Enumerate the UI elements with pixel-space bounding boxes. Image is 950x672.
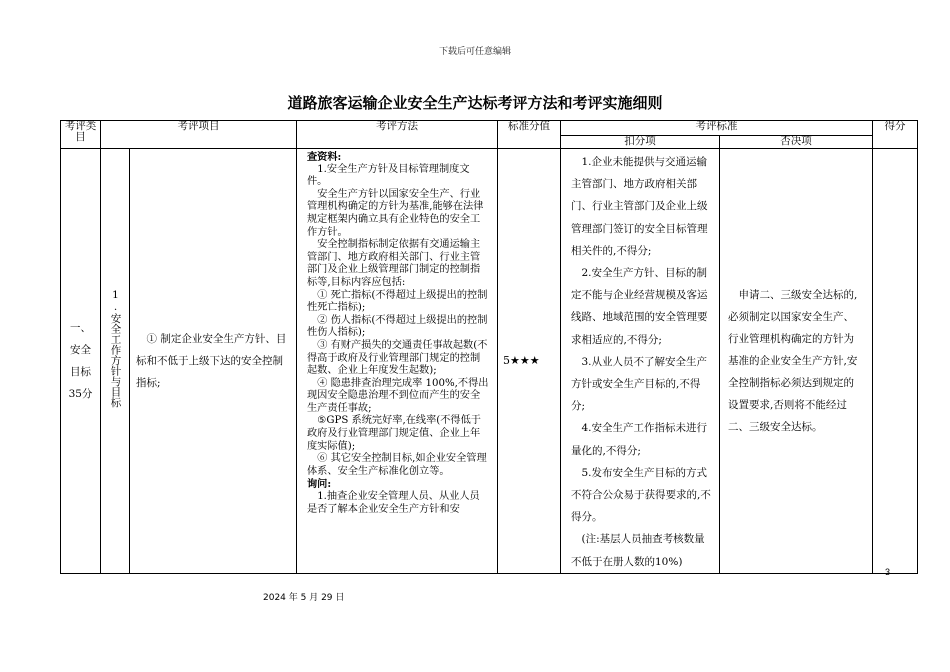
header-points: 得分 bbox=[873, 121, 918, 149]
method-paragraph: 安全生产方针以国家安全生产、行业管理机构确定的方针为基准,能够在法律规定框架内确立具有企业特色的安全工作方针。 bbox=[307, 188, 484, 238]
document-title: 道路旅客运输企业安全生产达标考评方法和考评实施细则 bbox=[287, 94, 663, 112]
sub-item-cell bbox=[101, 149, 130, 574]
score-value: 5★★★ bbox=[503, 354, 540, 368]
veto-text: 申请二、三级安全达标的,必须制定以国家安全生产、行业管理机构确定的方针为基准的企业安全生产方针,安全控制指标必须达到规定的设置要求,否则将不能经过二、三级安全达标。 bbox=[728, 288, 858, 433]
deduct-item: 3.从业人员不了解安全生产方针或安全生产目标的,不得分; bbox=[571, 355, 708, 413]
method-cell bbox=[297, 149, 498, 574]
veto-cell bbox=[720, 149, 873, 574]
footer-date: 2024 年 5 月 29 日 bbox=[263, 593, 345, 603]
points-cell bbox=[873, 149, 918, 574]
evaluation-table bbox=[60, 120, 918, 574]
method-list-item: ① 死亡指标(不得超过上级提出的控制性死亡指标); bbox=[307, 289, 488, 314]
method-list-item: ④ 隐患排查治理完成率 100%,不得出现因安全隐患治理不到位而产生的安全生产责任事故; bbox=[307, 377, 489, 414]
category-text: 一、安全目标35分 bbox=[68, 321, 93, 400]
header-deduct: 扣分项 bbox=[561, 136, 720, 149]
method-list-item: ③ 有财产损失的交通责任事故起数(不得高于政府及行业管理部门规定的控制起数、企业上年度发生起数); bbox=[307, 339, 488, 377]
header-category: 考评类目 bbox=[61, 121, 101, 149]
method-list-item: ⑥ 其它安全控制目标,如企业安全管理体系、安全生产标准化创立等。 bbox=[307, 453, 487, 477]
deduct-item: 1.企业未能提供与交通运输主管部门、地方政府相关部门、行业主管部门及企业上级管理部门签订的安全目标管理相关件的,不得分; bbox=[571, 156, 708, 257]
header-score: 标准分值 bbox=[498, 121, 561, 149]
sub-item-text: 1.安全工作方针与目标 bbox=[109, 289, 122, 408]
category-cell bbox=[61, 149, 101, 574]
header-standard: 考评标准 bbox=[561, 121, 873, 136]
item-cell bbox=[130, 149, 297, 574]
score-cell bbox=[498, 149, 561, 574]
deduct-note: (注:基层人员抽查考核数量不低于在册人数的10%) bbox=[571, 533, 705, 568]
header-method: 考评方法 bbox=[297, 121, 498, 149]
method-paragraph: 1.安全生产方针及目标管理制度文件。 bbox=[307, 163, 470, 188]
page-header-note: 下载后可任意编辑 bbox=[438, 47, 511, 57]
deduct-item: 5.发布安全生产目标的方式不符合公众易于获得要求的,不得分。 bbox=[571, 466, 711, 524]
deduct-item: 4.安全生产工作指标未进行量化的,不得分; bbox=[571, 422, 708, 457]
item-text: ① 制定企业安全生产方针、目标和不低于上级下达的安全控制指标; bbox=[136, 332, 287, 389]
method-check-title: 查资料: bbox=[307, 151, 342, 163]
deduct-item: 2.安全生产方针、目标的制定不能与企业经营规模及客运线路、地域范围的安全管理要求相适应的,不得分; bbox=[571, 267, 708, 346]
method-list-item: ② 伤人指标(不得超过上级提出的控制性伤人指标); bbox=[307, 314, 488, 339]
method-list-item: ⑤GPS 系统完好率,在线率(不得低于政府及行业管理部门规定值、企业上年度实际值); bbox=[307, 415, 481, 452]
method-paragraph: 安全控制指标制定依据有交通运输主管部门、地方政府相关部门、行业主管部门及企业上级管理部门制定的控制指标等,目标内容应包括: bbox=[307, 239, 481, 288]
page-number: 3 bbox=[884, 567, 890, 577]
method-ask-title: 询问: bbox=[307, 478, 332, 491]
deduct-cell bbox=[561, 149, 720, 574]
header-item: 考评项目 bbox=[101, 121, 297, 149]
method-paragraph: 1.抽查企业安全管理人员、从业人员是否了解本企业安全生产方针和安 bbox=[307, 491, 480, 515]
header-veto: 否决项 bbox=[720, 136, 873, 149]
